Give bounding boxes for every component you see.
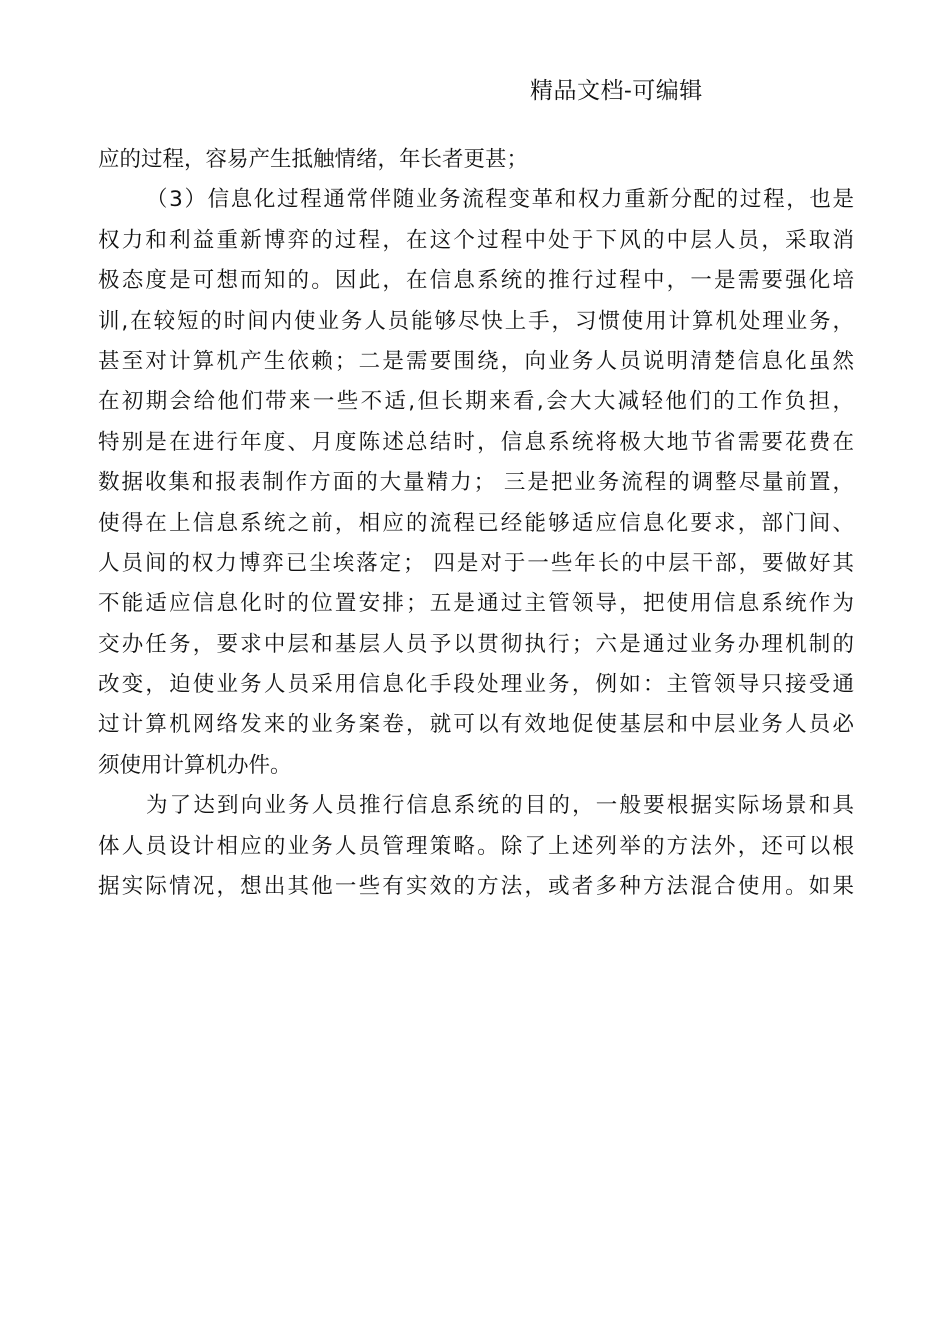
document-body <box>98 140 854 907</box>
text-line: 改变，迫使业务人员采用信息化手段处理业务，例如：主管领导只接受通 <box>98 672 854 698</box>
text-line: 训,在较短的时间内使业务人员能够尽快上手，习惯使用计算机处理业务， <box>98 308 854 334</box>
text-line: （3）信息化过程通常伴随业务流程变革和权力重新分配的过程，也是 <box>146 187 854 213</box>
paragraph <box>98 786 854 907</box>
text-line: 甚至对计算机产生依赖；二是需要围绕，向业务人员说明清楚信息化虽然 <box>98 348 854 374</box>
text-line: 应的过程，容易产生抵触情绪，年长者更甚； <box>98 147 529 172</box>
text-line: 人员间的权力博弈已尘埃落定； 四是对于一些年长的中层干部，要做好其 <box>98 550 854 576</box>
text-line: 权力和利益重新博弈的过程，在这个过程中处于下风的中层人员，采取消 <box>98 227 854 253</box>
text-line: 为了达到向业务人员推行信息系统的目的，一般要根据实际场景和具 <box>146 793 854 819</box>
text-line: 使得在上信息系统之前，相应的流程已经能够适应信息化要求，部门间、 <box>98 510 854 536</box>
text-line: 在初期会给他们带来一些不适,但长期来看,会大大减轻他们的工作负担， <box>98 389 854 415</box>
paragraph <box>98 180 854 786</box>
text-line: 体人员设计相应的业务人员管理策略。除了上述列举的方法外，还可以根 <box>98 833 854 859</box>
text-line: 不能适应信息化时的位置安排；五是通过主管领导，把使用信息系统作为 <box>98 591 854 617</box>
page-header: 精品文档-可编辑 <box>530 78 703 104</box>
text-line: 特别是在进行年度、月度陈述总结时，信息系统将极大地节省需要花费在 <box>98 429 854 455</box>
text-line: 交办任务，要求中层和基层人员予以贯彻执行；六是通过业务办理机制的 <box>98 631 854 657</box>
text-line: 须使用计算机办件。 <box>98 752 292 778</box>
text-line: 过计算机网络发来的业务案卷，就可以有效地促使基层和中层业务人员必 <box>98 712 854 738</box>
paragraph <box>98 140 854 180</box>
text-line: 据实际情况，想出其他一些有实效的方法，或者多种方法混合使用。如果 <box>98 874 854 900</box>
text-line: 数据收集和报表制作方面的大量精力； 三是把业务流程的调整尽量前置， <box>98 470 854 496</box>
text-line: 极态度是可想而知的。因此，在信息系统的推行过程中，一是需要强化培 <box>98 268 854 294</box>
